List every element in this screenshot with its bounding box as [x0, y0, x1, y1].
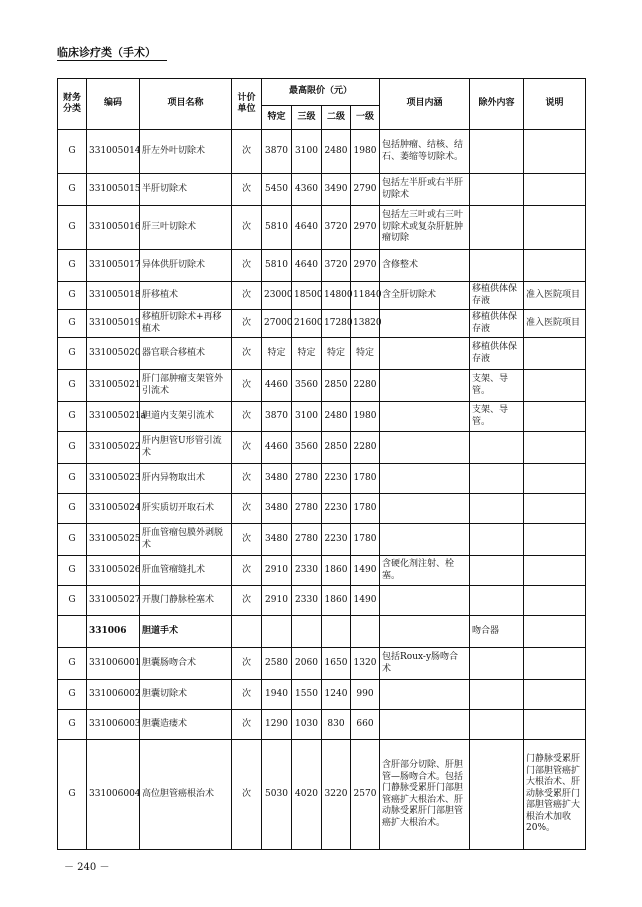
row-unit: 次 [232, 338, 262, 370]
table-body [58, 130, 586, 850]
table-row [58, 310, 586, 338]
row-notes [524, 402, 586, 432]
table-row [58, 524, 586, 556]
row-price-level3: 2330 [292, 586, 322, 616]
row-unit: 次 [232, 464, 262, 494]
header-level3: 三级 [292, 106, 322, 130]
row-price-level1: 1780 [351, 494, 380, 524]
row-price-level2: 1650 [322, 648, 351, 680]
row-excluded [470, 250, 524, 282]
row-content: 含硬化剂注射、栓塞。 [380, 556, 470, 586]
row-name: 肝内胆管U形管引流术 [140, 432, 232, 464]
row-category: G [58, 370, 87, 402]
row-name: 肝内异物取出术 [140, 464, 232, 494]
row-notes [524, 680, 586, 710]
table-row [58, 616, 586, 648]
row-price-level1: 1490 [351, 556, 380, 586]
row-name: 胆囊肠吻合术 [140, 648, 232, 680]
row-price-level3: 4360 [292, 174, 322, 206]
row-price-level2: 14800 [322, 282, 351, 310]
row-excluded [470, 432, 524, 464]
row-price-level1: 660 [351, 710, 380, 740]
row-name: 半肝切除术 [140, 174, 232, 206]
row-unit: 次 [232, 648, 262, 680]
row-excluded [470, 464, 524, 494]
row-notes [524, 464, 586, 494]
row-notes [524, 432, 586, 464]
row-price-special: 5810 [262, 250, 292, 282]
row-price-special: 27000 [262, 310, 292, 338]
row-content [380, 586, 470, 616]
row-price-level1 [351, 616, 380, 648]
row-price-level2: 2230 [322, 464, 351, 494]
row-unit: 次 [232, 282, 262, 310]
row-price-level2: 2230 [322, 494, 351, 524]
row-price-special: 3480 [262, 464, 292, 494]
row-unit: 次 [232, 174, 262, 206]
table-row [58, 648, 586, 680]
row-price-special: 3870 [262, 130, 292, 174]
row-name: 胆道手术 [140, 616, 232, 648]
row-price-level3: 2780 [292, 464, 322, 494]
row-price-level1: 1980 [351, 402, 380, 432]
header-unit: 计价单位 [232, 79, 262, 130]
row-notes [524, 206, 586, 250]
row-code: 331005018 [87, 282, 140, 310]
row-unit [232, 616, 262, 648]
row-category: G [58, 432, 87, 464]
row-price-level3: 4020 [292, 740, 322, 850]
row-price-level3: 3560 [292, 370, 322, 402]
row-category: G [58, 250, 87, 282]
fee-table [57, 78, 586, 850]
row-code: 331005024 [87, 494, 140, 524]
row-price-level3: 1030 [292, 710, 322, 740]
row-name: 胆囊切除术 [140, 680, 232, 710]
row-price-level2: 2480 [322, 130, 351, 174]
row-price-level1: 2280 [351, 432, 380, 464]
table-row [58, 556, 586, 586]
row-price-level3: 4640 [292, 206, 322, 250]
row-content: 含修整术 [380, 250, 470, 282]
row-price-level3: 2780 [292, 494, 322, 524]
row-price-level2: 3720 [322, 206, 351, 250]
row-notes [524, 250, 586, 282]
row-price-level1: 2570 [351, 740, 380, 850]
row-price-level3: 3100 [292, 402, 322, 432]
row-category: G [58, 130, 87, 174]
row-unit: 次 [232, 432, 262, 464]
row-price-level2: 2850 [322, 432, 351, 464]
row-code: 331006003 [87, 710, 140, 740]
row-code: 331005020 [87, 338, 140, 370]
row-code: 331005025 [87, 524, 140, 556]
row-category: G [58, 174, 87, 206]
row-price-level2 [322, 616, 351, 648]
row-notes [524, 710, 586, 740]
header-max-price: 最高限价（元） [262, 79, 380, 106]
row-price-level2: 2480 [322, 402, 351, 432]
row-content [380, 432, 470, 464]
row-code: 331005022 [87, 432, 140, 464]
header-content: 项目内涵 [380, 79, 470, 130]
row-unit: 次 [232, 740, 262, 850]
row-price-level3: 2330 [292, 556, 322, 586]
row-excluded [470, 130, 524, 174]
row-code: 331006002 [87, 680, 140, 710]
row-name: 胆囊造瘘术 [140, 710, 232, 740]
row-unit: 次 [232, 556, 262, 586]
row-excluded: 支架、导管。 [470, 402, 524, 432]
row-price-level2: 1860 [322, 586, 351, 616]
row-excluded [470, 740, 524, 850]
table-row [58, 710, 586, 740]
row-unit: 次 [232, 586, 262, 616]
row-unit: 次 [232, 524, 262, 556]
row-category: G [58, 206, 87, 250]
row-price-level1: 11840 [351, 282, 380, 310]
table-row [58, 130, 586, 174]
row-price-level1: 2280 [351, 370, 380, 402]
row-excluded [470, 710, 524, 740]
row-price-special: 5810 [262, 206, 292, 250]
row-price-special: 4460 [262, 370, 292, 402]
table-row [58, 174, 586, 206]
row-content [380, 464, 470, 494]
row-name: 高位胆管癌根治术 [140, 740, 232, 850]
row-excluded [470, 524, 524, 556]
row-notes [524, 338, 586, 370]
header-special: 特定 [262, 106, 292, 130]
row-price-level2: 2850 [322, 370, 351, 402]
header-level2: 二级 [322, 106, 351, 130]
table-row [58, 402, 586, 432]
row-unit: 次 [232, 370, 262, 402]
header-underline [57, 60, 167, 61]
row-price-level1: 2970 [351, 250, 380, 282]
row-category: G [58, 648, 87, 680]
row-price-level3: 3100 [292, 130, 322, 174]
row-unit: 次 [232, 680, 262, 710]
row-price-level1: 2970 [351, 206, 380, 250]
row-unit: 次 [232, 250, 262, 282]
row-code: 331005021a [87, 402, 140, 432]
row-name: 开腹门静脉栓塞术 [140, 586, 232, 616]
row-price-special: 3870 [262, 402, 292, 432]
table-row [58, 494, 586, 524]
row-notes [524, 130, 586, 174]
row-content [380, 494, 470, 524]
row-price-level3: 2060 [292, 648, 322, 680]
row-content [380, 370, 470, 402]
header-level1: 一级 [351, 106, 380, 130]
row-category: G [58, 402, 87, 432]
row-price-special: 1290 [262, 710, 292, 740]
row-excluded [470, 206, 524, 250]
row-code: 331005027 [87, 586, 140, 616]
row-price-level1: 1780 [351, 524, 380, 556]
row-name: 器官联合移植术 [140, 338, 232, 370]
row-content [380, 338, 470, 370]
row-content [380, 616, 470, 648]
row-name: 肝左外叶切除术 [140, 130, 232, 174]
row-notes [524, 648, 586, 680]
table-row [58, 680, 586, 710]
row-price-special: 5450 [262, 174, 292, 206]
row-price-level3: 1550 [292, 680, 322, 710]
row-price-level1: 1490 [351, 586, 380, 616]
row-content [380, 524, 470, 556]
row-price-level3: 3560 [292, 432, 322, 464]
row-excluded [470, 494, 524, 524]
row-code: 331005026 [87, 556, 140, 586]
row-unit: 次 [232, 710, 262, 740]
row-price-special: 4460 [262, 432, 292, 464]
row-price-special: 1940 [262, 680, 292, 710]
row-category: G [58, 494, 87, 524]
row-price-level1: 13820 [351, 310, 380, 338]
page-number: － 240 － [64, 862, 110, 873]
row-category [58, 616, 87, 648]
row-code: 331005014 [87, 130, 140, 174]
row-price-level3 [292, 616, 322, 648]
row-unit: 次 [232, 494, 262, 524]
row-category: G [58, 710, 87, 740]
row-excluded: 支架、导管。 [470, 370, 524, 402]
row-content: 含肝部分切除、肝胆管—肠吻合术。包括门静脉受累肝门部胆管癌扩大根治术、肝动脉受累肝门部胆管癌扩大根治术。 [380, 740, 470, 850]
row-price-level1: 2790 [351, 174, 380, 206]
row-category: G [58, 464, 87, 494]
table-row [58, 740, 586, 850]
row-price-level1: 1320 [351, 648, 380, 680]
row-category: G [58, 338, 87, 370]
row-excluded [470, 648, 524, 680]
row-notes [524, 524, 586, 556]
row-unit: 次 [232, 310, 262, 338]
row-price-special: 2580 [262, 648, 292, 680]
row-price-special: 23000 [262, 282, 292, 310]
table-row [58, 282, 586, 310]
row-price-level3: 18500 [292, 282, 322, 310]
row-notes: 门静脉受累肝门部胆管癌扩大根治术、肝动脉受累肝门部胆管癌扩大根治术加收20%。 [524, 740, 586, 850]
row-code: 331005023 [87, 464, 140, 494]
row-price-level2: 2230 [322, 524, 351, 556]
row-price-special: 2910 [262, 556, 292, 586]
row-unit: 次 [232, 130, 262, 174]
row-price-level2: 830 [322, 710, 351, 740]
row-name: 异体供肝切除术 [140, 250, 232, 282]
row-content [380, 402, 470, 432]
row-price-level2: 3490 [322, 174, 351, 206]
row-price-special: 2910 [262, 586, 292, 616]
row-category: G [58, 556, 87, 586]
row-name: 肝血管瘤包膜外剥脱术 [140, 524, 232, 556]
table-row [58, 338, 586, 370]
row-notes [524, 586, 586, 616]
row-unit: 次 [232, 206, 262, 250]
row-name: 肝血管瘤缝扎术 [140, 556, 232, 586]
table-row [58, 586, 586, 616]
row-code: 331005015 [87, 174, 140, 206]
row-content: 包括肿瘤、结核、结石、萎缩等切除术。 [380, 130, 470, 174]
row-price-special: 特定 [262, 338, 292, 370]
row-notes: 准入医院项目 [524, 310, 586, 338]
row-category: G [58, 282, 87, 310]
row-content [380, 310, 470, 338]
row-excluded: 吻合器 [470, 616, 524, 648]
row-code: 331006001 [87, 648, 140, 680]
row-category: G [58, 310, 87, 338]
row-excluded [470, 174, 524, 206]
row-code: 331006 [87, 616, 140, 648]
row-notes: 准入医院项目 [524, 282, 586, 310]
row-category: G [58, 586, 87, 616]
row-name: 肝移植术 [140, 282, 232, 310]
header-code: 编码 [87, 79, 140, 130]
row-price-level3: 2780 [292, 524, 322, 556]
row-name: 肝三叶切除术 [140, 206, 232, 250]
row-price-special: 3480 [262, 524, 292, 556]
row-price-level2: 17280 [322, 310, 351, 338]
row-name: 肝门部肿瘤支架管外引流术 [140, 370, 232, 402]
row-name: 肝实质切开取石术 [140, 494, 232, 524]
row-content: 含全肝切除术 [380, 282, 470, 310]
row-content: 包括左半肝或右半肝切除术 [380, 174, 470, 206]
row-notes [524, 494, 586, 524]
row-content: 包括Roux-y肠吻合术 [380, 648, 470, 680]
table-row [58, 464, 586, 494]
row-notes [524, 556, 586, 586]
row-notes [524, 174, 586, 206]
section-header: 临床诊疗类（手术） [57, 46, 156, 59]
row-code: 331005019 [87, 310, 140, 338]
row-price-level1: 1780 [351, 464, 380, 494]
row-unit: 次 [232, 402, 262, 432]
row-price-level1: 990 [351, 680, 380, 710]
row-excluded [470, 556, 524, 586]
table-row [58, 432, 586, 464]
row-excluded: 移植供体保存液 [470, 338, 524, 370]
row-code: 331005016 [87, 206, 140, 250]
row-content: 包括左三叶或右三叶切除术或复杂肝脏肿瘤切除 [380, 206, 470, 250]
header-notes: 说明 [524, 79, 586, 130]
row-price-special: 5030 [262, 740, 292, 850]
row-price-level1: 1980 [351, 130, 380, 174]
row-excluded: 移植供体保存液 [470, 282, 524, 310]
row-price-special: 3480 [262, 494, 292, 524]
header-excluded: 除外内容 [470, 79, 524, 130]
row-category: G [58, 524, 87, 556]
row-price-level3: 21600 [292, 310, 322, 338]
row-content [380, 710, 470, 740]
row-name: 胆道内支架引流术 [140, 402, 232, 432]
row-code: 331005021 [87, 370, 140, 402]
row-excluded: 移植供体保存液 [470, 310, 524, 338]
table-row [58, 250, 586, 282]
row-code: 331005017 [87, 250, 140, 282]
row-price-level2: 1240 [322, 680, 351, 710]
row-price-level3: 特定 [292, 338, 322, 370]
row-price-level2: 特定 [322, 338, 351, 370]
row-price-level2: 3720 [322, 250, 351, 282]
header-category: 财务分类 [58, 79, 87, 130]
row-price-special [262, 616, 292, 648]
row-price-level3: 4640 [292, 250, 322, 282]
row-notes [524, 616, 586, 648]
row-excluded [470, 586, 524, 616]
table-row [58, 206, 586, 250]
row-price-level2: 1860 [322, 556, 351, 586]
row-price-level1: 特定 [351, 338, 380, 370]
row-content [380, 680, 470, 710]
row-excluded [470, 680, 524, 710]
row-name: 移植肝切除术+再移植术 [140, 310, 232, 338]
row-category: G [58, 740, 87, 850]
row-code: 331006004 [87, 740, 140, 850]
row-notes [524, 370, 586, 402]
header-name: 项目名称 [140, 79, 232, 130]
row-category: G [58, 680, 87, 710]
table-row [58, 370, 586, 402]
row-price-level2: 3220 [322, 740, 351, 850]
